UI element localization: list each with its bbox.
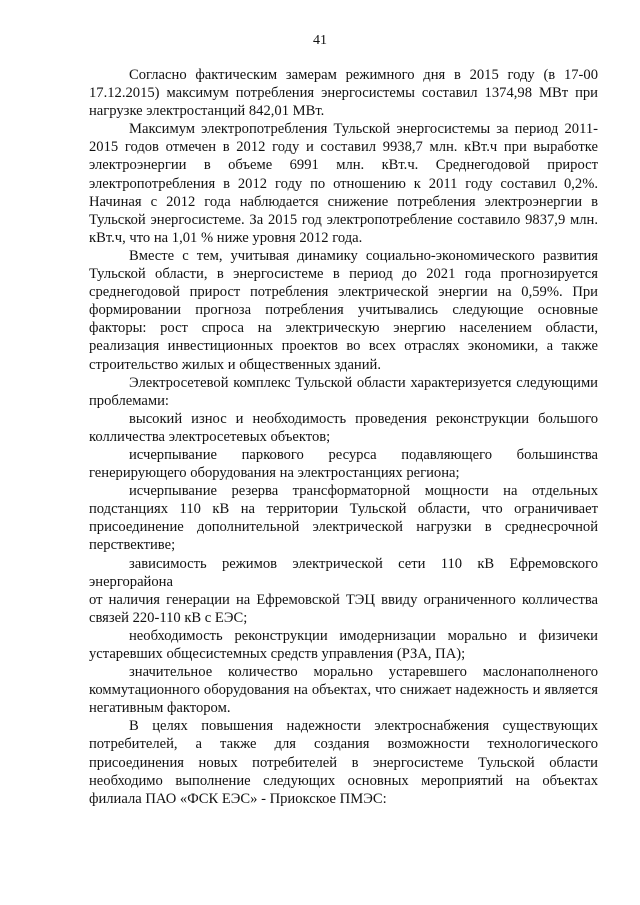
problem-item-efremov-continuation: от наличия генерации на Ефремовской ТЭЦ ввиду ограниченного колличества связей 220-110 кВ с ЕЭС;	[89, 591, 598, 626]
problem-item-efremov-dependence: зависимость режимов электрической сети 110 кВ Ефремовского энергорайона	[89, 555, 598, 590]
problem-item-transformer-reserve: исчерпывание резерва трансформаторной мощности на отдельных подстанциях 110 кВ на территории Тульской области, что ограничивает присоединение дополнительной электрической нагрузки в среднесрочной перствективе;	[89, 483, 598, 554]
paragraph-problems-intro: Электросетевой комплекс Тульской области характеризуется следующими проблемами:	[89, 374, 598, 409]
paragraph-forecast-growth: Вместе с тем, учитывая динамику социально-экономического развития Тульской области, в энергосистеме в период до 2021 года прогнозируется среднегодовой прирост потребления электрической энергии на 0,59%. При формировании прогноза потребления учитывались следующие основные факторы: рост спроса на электрическую энергию населением области, реализация инвестиционных проектов во всех отраслях экономики, а также строительство жилых и общественных зданий.	[89, 247, 598, 373]
paragraph-max-consumption-2012: Максимум электропотребления Тульской энергосистемы за период 2011-2015 годов отмечен в 2012 году и составил 9938,7 млн. кВт.ч при выработке электроэнергии в объеме 6991 млн. кВт.ч. Среднегодовой прирост электропотребления в 2012 году по отношению к 2011 году составил 0,2%. Начиная с 2012 года наблюдается снижение потребления электроэнергии в Тульской энергосистеме. За 2015 год электропотребление составило 9837,9 млн. кВт.ч, что на 1,01 % ниже уровня 2012 года.	[89, 121, 598, 246]
problem-item-park-resource: исчерпывание паркового ресурса подавляющего большинства генерирующего оборудования на электростанциях региона;	[89, 446, 598, 482]
problem-item-oil-equipment: значительное количество морально устаревшего маслонаполненого коммутационного оборудования на объектах, что снижает надежность и является негативным фактором.	[89, 664, 598, 717]
page-number: 41	[313, 33, 327, 48]
document-body	[89, 66, 598, 808]
paragraph-peak-load-2015: Согласно фактическим замерам режимного дня в 2015 году (в 17-00 17.12.2015) максимум потребления энергосистемы составил 1374,98 МВт при нагрузке электростанций 842,01 МВт.	[89, 67, 598, 120]
problem-item-wear: высокий износ и необходимость проведения реконструкции большого колличества электросетевых объектов;	[89, 410, 598, 445]
problem-item-reconstruction: необходимость реконструкции имодернизации морально и физичеки устаревших общесистемных средств управления (РЗА, ПА);	[89, 627, 598, 662]
paragraph-measures-intro: В целях повышения надежности электроснабжения существующих потребителей, а также для создания возможности технологического присоединения новых потребителей в энергосистеме Тульской области необходимо выполнение следующих основных мероприятий на объектах филиала ПАО «ФСК ЕЭС» - Приокское ПМЭС:	[89, 718, 598, 807]
